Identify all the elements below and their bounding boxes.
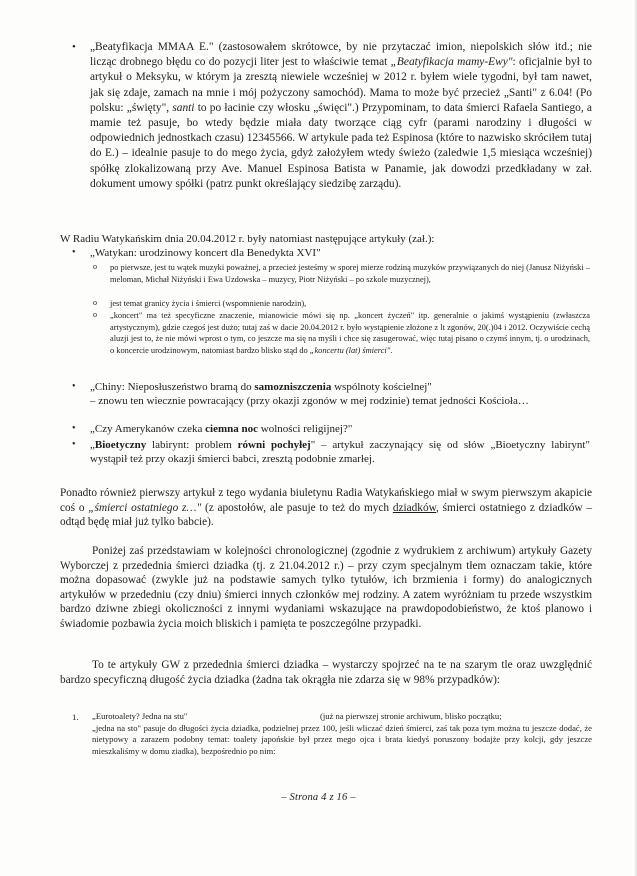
radio-sub-1: po pierwsze, jest tu wątek muzyki poważnej, a przecież jesteśmy w sporej mierze rodziną muzyków przywiązanych do niej (Janusz Niżyński – meloman, Michał Niżyński i Ewa Uzdowska – muzycy, Piotr Niżyński – po szkole muzycznej),	[110, 263, 590, 284]
bullet-marker: •	[72, 247, 76, 258]
radio-item-2-cont: – znowu ten wiecznie powracający (przy okazji zgonów w mej rodzinie) temat jedności Kościoła…	[90, 395, 529, 407]
numbered-item-1-first-line	[92, 711, 592, 723]
paragraph-to-te-artykuly: To te artykuły GW z przedednia śmierci dziadka – wystarczy spojrzeć na te na szarym tle oraz uwzględnić bardzo specyficzną długość życia dziadka (żadna tak okrągła nie zdarza się w 98% przypadków):	[60, 659, 592, 686]
bullet-marker: •	[72, 423, 76, 434]
numbered-item-1	[92, 711, 592, 757]
bullet-marker: •	[72, 439, 76, 450]
santi-italic: santi	[172, 101, 195, 114]
sub-bullet-marker: o	[93, 310, 97, 319]
bullet-beatyfikacja	[90, 40, 592, 192]
radio-item-2: „Chiny: Nieposłuszeństwo bramą do samozniszczenia wspólnoty kościelnej" – znowu ten wiecznie powracający (przy okazji zgonów w mej rodzinie) temat jedności Kościoła…	[90, 380, 590, 408]
bold-rowni-pochylej: równi pochyłej	[237, 439, 311, 451]
radio-item-1: „Watykan: urodzinowy koncert dla Benedykta XVI"	[90, 247, 321, 259]
bullet-text: „Beatyfikacja MMAA E." (zastosowałem skrótowce, by nie przytaczać imion, niepolskich słów itd.; nie licząc drobnego błędu co do pozycji liter jest to właściwie temat	[90, 41, 592, 69]
list-number: 1.	[72, 712, 79, 722]
radio-item-3: „Czy Amerykanów czeka ciemna noc wolności religijnej?"	[90, 423, 353, 435]
sub-bullet-marker: o	[93, 298, 97, 307]
numbered-item-1-rest: „jedna na sto" pasuje do długości życia dziadka, podzielnej przez 100, jeśli wliczać dzień śmierci, zaś tak poza tym można tu jeszcze dodać, że nietypowy a zarazem podobny temat: toalety japońskie był przez mego ojca i brata kiedyś poruszony bodajże przy kolcji, gdy jeszcze mieszkaliśmy w domu ziadka), bezpośrednio po nim:	[92, 722, 592, 756]
bullet-text: : oficjalnie był to artykuł o Meksyku, w którym ja zresztą niewiele wcześniej w 2012 r. byłem wiele tygodni, był tam nawet, jak się zdaje, zamach na mnie i mój pożyczony samochód). Mama to może być przecież „Santi" z 6.04! (Po polsku: „święty",	[90, 56, 593, 114]
bullet-marker: •	[72, 381, 76, 392]
numbered-after-title: (już na pierwszej stronie archiwum, blisko początku;	[320, 711, 502, 721]
dziadkow-underline: dziadków	[392, 501, 437, 514]
smierci-italic: „śmierci ostatniego z…"	[88, 501, 202, 514]
radio-item-4: „Bioetyczny labirynt: problem równi pochyłej" – artykuł zaczynający się od słów „Bioetyczny labirynt" wystąpił też przy okazji śmierci babci, zresztą podobnie zmarłej.	[90, 439, 590, 465]
bullet-marker: •	[72, 41, 76, 53]
radio-sub-2: jest temat granicy życia i śmierci (wspomnienie narodzin),	[110, 299, 307, 308]
paragraph-ponadto: Ponadto również pierwszy artykuł z tego wydania biuletynu Radia Watykańskiego miał w swym pierwszym akapicie coś o „śmierci ostatniego z…" (z apostołów, ale pasuje to też do mych dziadków, śmierci ostatniego z dziadków – odtąd będę miał już tylko babcie).	[60, 487, 592, 529]
bold-ciemna-noc: ciemna noc	[205, 423, 259, 435]
sub-bullet-marker: o	[93, 262, 97, 271]
koncert-italic: „koncertu (lat) śmierci"	[309, 345, 391, 355]
bullet-text: to po łacinie czy włosku „święci".) Przypominam, to data śmierci Rafaela Santiego, a mamie też pasuje, bo wtedy będzie miała daty tworzące ciąg cyfr (parami narodziny i długości w odpowiednich jednostkach czasu) 12345566. W artykule pada też Espinosa (które to nazwisko skróciłem tutaj do E.) – idealnie pasuje to do mego życia, gdyż założyłem wtedy świeżo (zaledwie 1,5 miesiąca wcześniej) spółkę zlokalizowaną przy Ave. Manuel Espinosa Batista w Panamie, jak dowodzi przedkładany w zał. dokument umowy spółki (patrz punkt określający siedzibę zarządu).	[90, 101, 592, 190]
bullet-title-italic: „Beatyfikacja mamy-Ewy"	[390, 56, 513, 69]
paragraph-ponizej: Poniżej zaś przedstawiam w kolejności chronologicznej (zgodnie z wydrukiem z archiwum) artykuły Gazety Wyborczej z przedednia śmierci dziadka (tj. z 21.04.2012 r.) – przy czym specjalnym tłem oznaczam takie, które można dopasować (zwykle już na podstawie samych tylko tytułów, ich brzmienia i formy) do analogicznych artykułów w przededniu (czy dniu) śmierci innych członków mej rodziny. A zatem wyróżniam tu przede wszystkim bardzo dziwne zbiegi okoliczności z innymi wydaniami wskazujące na prawdopodobieństwo, że ktoś planowo i świadomie pozbawia życia moich bliskich i pamięta te poszczególne przypadki.	[60, 545, 592, 630]
bold-samozniszczenia: samozniszczenia	[254, 381, 332, 393]
bold-bioetyczny: Bioetyczny	[94, 439, 147, 451]
eurotoalety-title: „Eurotoalety? Jedna na stu"	[92, 711, 188, 721]
radio-sub-3: „koncert" ma też specyficzne znaczenie, mianowicie mówi się np. „koncert życzeń" itp. generalnie o jakimś wystąpieniu (zwłaszcza artystycznym), gdzie czegoś jest dużo; tutaj zaś w dacie 20.04.2012 r. było wystąpienie złożone z lt zgonów, 20(.)04 i 2012. Oczywiście cechą aluzji jest to, że nie mówi wprost o tym, co jeszcze ma się na myśli i chce się zasugerować, więc tutaj pisano o czymś innym, tj. o urodzinach, o koncercie urodzinowym, natomiast bardzo blisko stąd do „koncertu (lat) śmierci".	[110, 311, 590, 355]
page-footer: – Strona 4 z 16 –	[281, 792, 356, 803]
radio-intro: W Radiu Watykańskim dnia 20.04.2012 r. były natomiast następujące artykuły (zał.):	[60, 233, 435, 245]
